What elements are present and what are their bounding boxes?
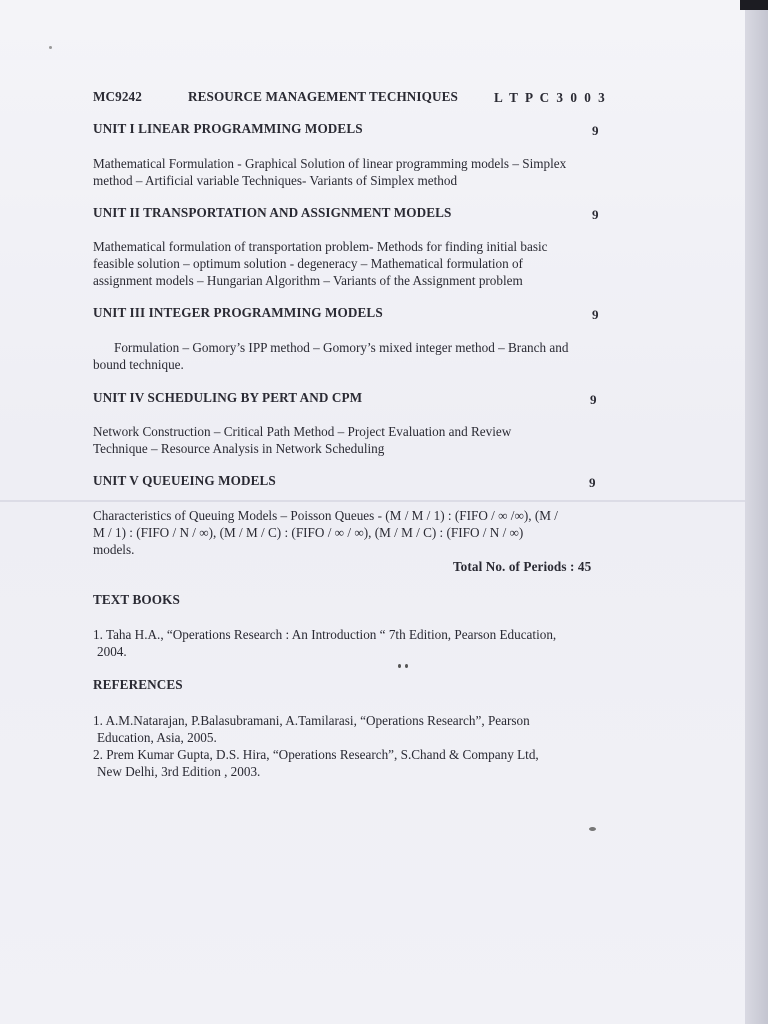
unit-1-periods: 9 bbox=[592, 123, 599, 138]
unit-5-line-2: M / 1) : (FIFO / N / ∞), (M / M / C) : (FIFO / ∞ / ∞), (M / M / C) : (FIFO / N / ∞) bbox=[93, 525, 524, 540]
unit-5-heading: UNIT V QUEUEING MODELS bbox=[93, 473, 276, 488]
course-title: RESOURCE MANAGEMENT TECHNIQUES bbox=[188, 89, 458, 104]
reference-1-line-1: 1. A.M.Natarajan, P.Balasubramani, A.Tamilarasi, “Operations Research”, Pearson bbox=[93, 713, 530, 728]
paper-fold-line bbox=[0, 500, 745, 502]
unit-3-line-2: bound technique. bbox=[93, 357, 184, 372]
scanner-edge-corner bbox=[740, 0, 768, 10]
unit-4-line-2: Technique – Resource Analysis in Network Scheduling bbox=[93, 441, 385, 456]
course-code: MC9242 bbox=[93, 89, 142, 104]
unit-4-line-1: Network Construction – Critical Path Method – Project Evaluation and Review bbox=[93, 424, 512, 439]
reference-2-line-1: 2. Prem Kumar Gupta, D.S. Hira, “Operations Research”, S.Chand & Company Ltd, bbox=[93, 747, 539, 762]
reference-2-line-2: New Delhi, 3rd Edition , 2003. bbox=[97, 764, 261, 779]
unit-5-periods: 9 bbox=[589, 475, 596, 490]
unit-5-line-3: models. bbox=[93, 542, 135, 557]
unit-4-periods: 9 bbox=[590, 392, 597, 407]
scan-speck bbox=[398, 664, 401, 668]
unit-1-line-1: Mathematical Formulation - Graphical Solution of linear programming models – Simplex bbox=[93, 156, 567, 171]
total-periods: Total No. of Periods : 45 bbox=[453, 559, 592, 574]
unit-3-periods: 9 bbox=[592, 307, 599, 322]
text-book-1-line-2: 2004. bbox=[97, 644, 127, 659]
course-ltpc: L T P C 3 0 0 3 bbox=[494, 90, 607, 105]
unit-2-line-1: Mathematical formulation of transportation problem- Methods for finding initial basic bbox=[93, 239, 548, 254]
text-book-1-line-1: 1. Taha H.A., “Operations Research : An Introduction “ 7th Edition, Pearson Education, bbox=[93, 627, 557, 642]
unit-4-heading: UNIT IV SCHEDULING BY PERT AND CPM bbox=[93, 390, 363, 405]
unit-2-line-3: assignment models – Hungarian Algorithm – Variants of the Assignment problem bbox=[93, 273, 523, 288]
unit-2-heading: UNIT II TRANSPORTATION AND ASSIGNMENT MODELS bbox=[93, 205, 452, 220]
unit-5-line-1: Characteristics of Queuing Models – Poisson Queues - (M / M / 1) : (FIFO / ∞ /∞), (M / bbox=[93, 508, 558, 523]
scan-speck bbox=[405, 664, 408, 668]
text-books-heading: TEXT BOOKS bbox=[93, 592, 180, 607]
unit-2-line-2: feasible solution – optimum solution - degeneracy – Mathematical formulation of bbox=[93, 256, 523, 271]
unit-1-line-2: method – Artificial variable Techniques- Variants of Simplex method bbox=[93, 173, 458, 188]
scan-speck bbox=[49, 46, 52, 49]
reference-1-line-2: Education, Asia, 2005. bbox=[97, 730, 217, 745]
references-heading: REFERENCES bbox=[93, 677, 183, 692]
scan-speck bbox=[589, 827, 596, 831]
scanner-edge bbox=[745, 0, 768, 1024]
unit-3-heading: UNIT III INTEGER PROGRAMMING MODELS bbox=[93, 305, 383, 320]
unit-3-line-1: Formulation – Gomory’s IPP method – Gomory’s mixed integer method – Branch and bbox=[114, 340, 569, 355]
unit-1-heading: UNIT I LINEAR PROGRAMMING MODELS bbox=[93, 121, 363, 136]
unit-2-periods: 9 bbox=[592, 207, 599, 222]
